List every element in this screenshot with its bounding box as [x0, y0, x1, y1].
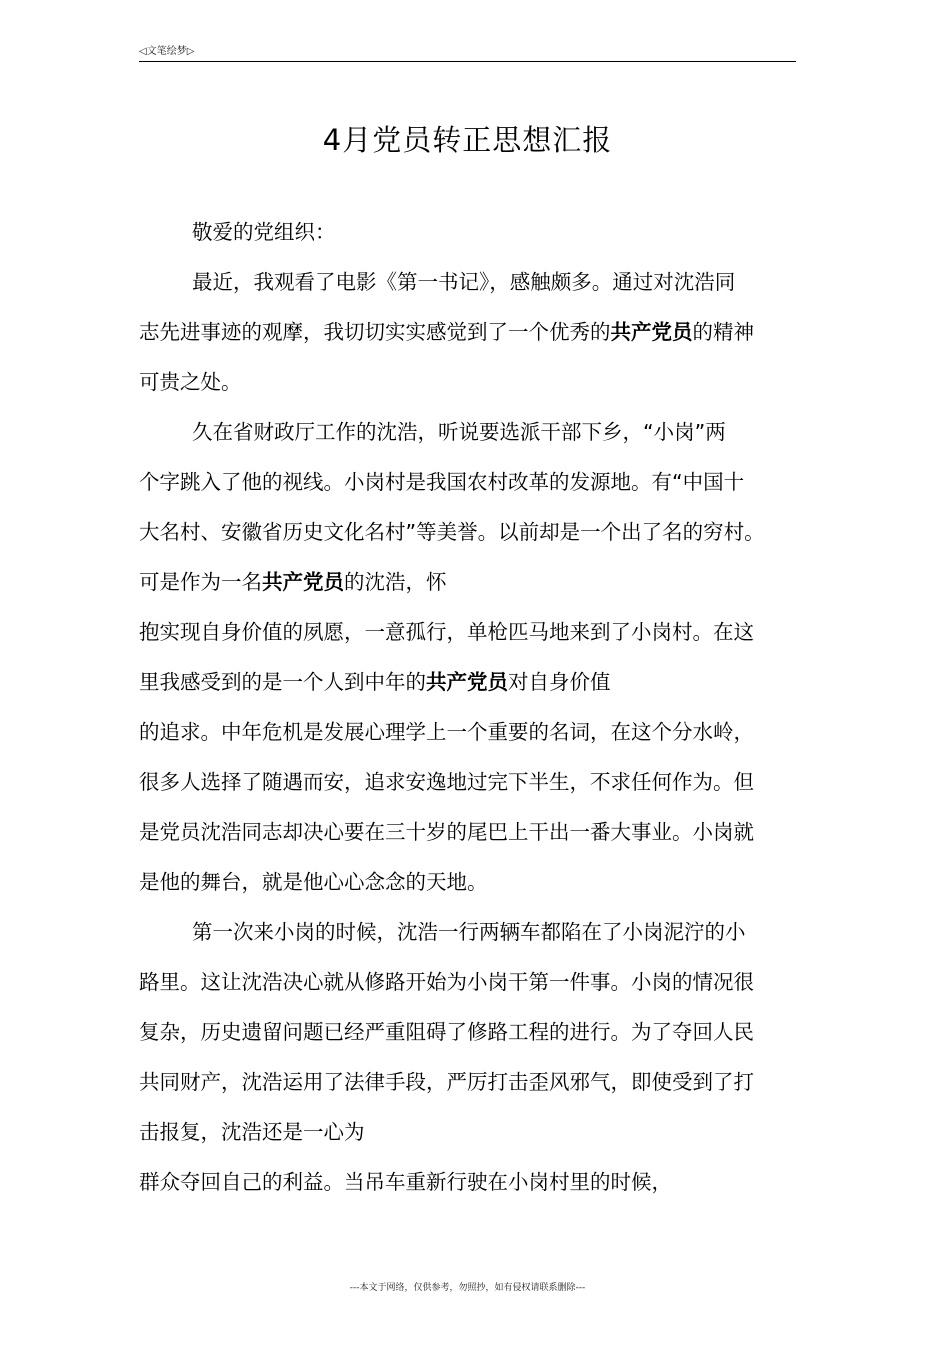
page-footer: ---本文于网络，仅供参考，勿照抄，如有侵权请联系删除--- — [349, 1283, 586, 1293]
document-title: 4月党员转正思想汇报 — [322, 123, 613, 157]
bold-text-segment: 共产党员 — [426, 670, 508, 694]
body-line — [139, 812, 754, 852]
text-segment: 是他的舞台，就是他心心念念的天地。 — [139, 870, 488, 894]
text-segment: 大名村、安徽省历史文化名村”等美誉。以前却是一个出了名的穷村。 — [139, 520, 765, 544]
text-segment: 个字跳入了他的视线。小岗村是我国农村改革的发源地。有“中国十 — [139, 470, 745, 494]
body-line — [139, 512, 765, 552]
body-line — [139, 712, 754, 752]
bold-text-segment: 共产党员 — [262, 570, 344, 594]
text-segment: 第一次来小岗的时候，沈浩一行两辆车都陷在了小岗泥泞的小 — [192, 920, 746, 944]
body-line — [139, 1062, 754, 1102]
text-segment: 击报复，沈浩还是一心为 — [139, 1120, 365, 1144]
body-line — [139, 862, 488, 902]
text-segment: 路里。这让沈浩决心就从修路开始为小岗干第一件事。小岗的情况很 — [139, 970, 754, 994]
body-line — [139, 662, 611, 702]
text-segment: 志先进事迹的观摩，我切切实实感觉到了一个优秀的 — [139, 320, 611, 344]
body-line — [139, 1112, 365, 1152]
text-segment: 复杂，历史遗留问题已经严重阻碍了修路工程的进行。为了夺回人民 — [139, 1020, 754, 1044]
body-line — [139, 362, 242, 402]
body-line — [139, 1162, 672, 1202]
body-line — [139, 762, 754, 802]
body-line — [139, 962, 754, 1002]
body-line — [139, 612, 754, 652]
text-segment: 对自身价值 — [508, 670, 611, 694]
body-line — [139, 312, 754, 352]
page-header — [139, 44, 796, 62]
body-line — [139, 1012, 754, 1052]
text-segment: 抱实现自身价值的夙愿，一意孤行，单枪匹马地来到了小岗村。在这 — [139, 620, 754, 644]
text-segment: 可是作为一名 — [139, 570, 262, 594]
text-segment: 很多人选择了随遇而安，追求安逸地过完下半生，不求任何作为。但 — [139, 770, 754, 794]
text-segment: 的精神 — [692, 320, 754, 344]
body-line — [139, 562, 447, 602]
text-segment: 里我感受到的是一个人到中年的 — [139, 670, 426, 694]
text-segment: 群众夺回自己的利益。当吊车重新行驶在小岗村里的时候， — [139, 1170, 672, 1194]
body-line — [139, 462, 744, 502]
body-line — [192, 412, 726, 452]
text-segment: 可贵之处。 — [139, 370, 242, 394]
text-segment: 的追求。中年危机是发展心理学上一个重要的名词，在这个分水岭， — [139, 720, 754, 744]
text-segment: 共同财产，沈浩运用了法律手段，严厉打击歪风邪气，即使受到了打 — [139, 1070, 754, 1094]
body-line — [192, 912, 746, 952]
text-segment: 是党员沈浩同志却决心要在三十岁的尾巴上干出一番大事业。小岗就 — [139, 820, 754, 844]
bold-text-segment: 共产党员 — [610, 320, 693, 344]
text-segment: 敬爱的党组织： — [192, 220, 336, 244]
body-line — [192, 262, 735, 302]
text-segment: 最近，我观看了电影《第一书记》，感触颇多。通过对沈浩同 — [192, 270, 736, 294]
text-segment: 的沈浩，怀 — [344, 570, 447, 594]
text-segment: 久在省财政厅工作的沈浩，听说要选派干部下乡，“小岗”两 — [192, 420, 726, 444]
header-label: ◁文笔绘梦▷ — [139, 46, 195, 57]
body-line — [192, 212, 336, 252]
